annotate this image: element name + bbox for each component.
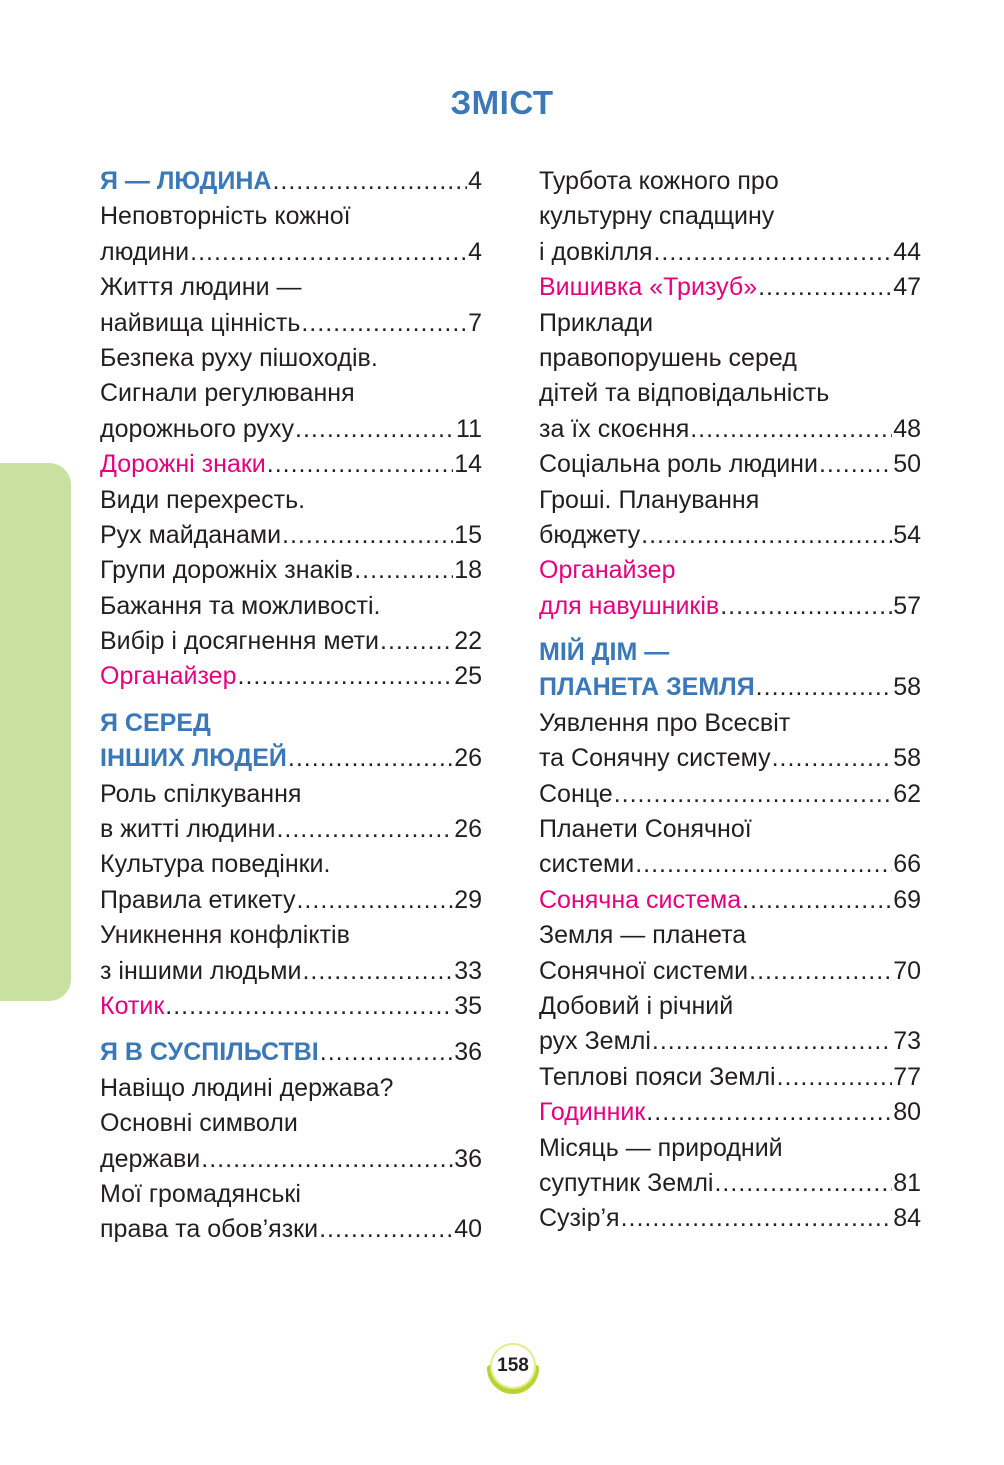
toc-page-number: 36 (454, 1144, 482, 1173)
toc-page-number: 4 (468, 167, 482, 195)
toc-entry-title: Вибір і досягнення мети (100, 627, 379, 656)
toc-page-number: 66 (893, 850, 921, 879)
toc-page-number: 22 (454, 627, 482, 656)
toc-entry-title: рух Землі (539, 1027, 651, 1056)
toc-dot-leader (621, 1201, 893, 1236)
toc-dot-leader (288, 741, 453, 776)
toc-entry-title: Уявлення про Всесвіт (539, 708, 791, 737)
toc-entry[interactable] (100, 918, 482, 953)
toc-page-number: 62 (893, 779, 921, 808)
toc-entry-title: держави (100, 1144, 201, 1173)
toc-entry-title: дорожнього руху (100, 414, 295, 443)
side-tab-decoration (0, 463, 71, 1001)
toc-entry[interactable] (539, 270, 921, 305)
toc-entry-title: права та обов’язки (100, 1215, 319, 1244)
toc-entry-title: Групи дорожніх знаків (100, 556, 354, 585)
toc-entry-title: Теплові пояси Землі (539, 1062, 776, 1091)
toc-page-number: 36 (454, 1038, 482, 1067)
toc-entry-title: Роль спілкування (100, 779, 302, 808)
toc-entry-title: Приклади (539, 308, 654, 337)
toc-entry-title: Органайзер (539, 556, 676, 585)
toc-entry-title: Вишивка «Тризуб» (539, 273, 758, 302)
toc-entry[interactable] (539, 1201, 921, 1236)
toc-page-number: 29 (454, 885, 482, 914)
toc-entry[interactable] (539, 199, 921, 234)
toc-entry-title: Органайзер (100, 662, 237, 691)
toc-entry[interactable] (100, 412, 482, 447)
toc-entry-title: МІЙ ДІМ — (539, 638, 670, 667)
toc-entry[interactable] (539, 741, 921, 776)
toc-entry-title: Годинник (539, 1098, 646, 1127)
toc-entry[interactable] (539, 483, 921, 518)
toc-entry-title: за їх скоєння (539, 414, 690, 443)
toc-entry[interactable] (100, 741, 482, 776)
page-number: 158 (497, 1355, 529, 1376)
toc-entry[interactable] (100, 235, 482, 270)
toc-entry-title: Дорожні знаки (100, 450, 266, 479)
toc-left-column (100, 164, 482, 1248)
toc-dot-leader (742, 883, 892, 918)
toc-entry-title: Основні символи (100, 1109, 298, 1138)
toc-entry-title: Неповторність кожної (100, 202, 351, 231)
toc-page-number: 47 (893, 273, 921, 302)
toc-entry[interactable] (100, 376, 482, 411)
toc-page-number: 57 (893, 591, 921, 620)
toc-page-number: 70 (893, 956, 921, 985)
toc-entry-title: супутник Землі (539, 1168, 714, 1197)
toc-entry-title: Котик (100, 991, 165, 1020)
toc-entry[interactable] (100, 1142, 482, 1177)
toc-entry[interactable] (539, 589, 921, 624)
toc-page-number: 58 (893, 673, 921, 702)
toc-entry-title: Місяць — природний (539, 1133, 783, 1162)
toc-entry[interactable] (539, 777, 921, 812)
toc-dot-leader (758, 270, 892, 305)
toc-entry-title: з іншими людьми (100, 956, 302, 985)
toc-entry[interactable] (539, 1095, 921, 1130)
toc-entry[interactable] (539, 954, 921, 989)
toc-dot-leader (272, 164, 467, 199)
toc-entry[interactable] (539, 1166, 921, 1201)
toc-dot-leader (201, 1142, 453, 1177)
toc-entry-title: і довкілля (539, 237, 653, 266)
toc-page-number: 54 (893, 520, 921, 549)
toc-entry[interactable] (539, 306, 921, 341)
toc-entry-title: Бажання та можливості. (100, 591, 381, 620)
toc-dot-leader (296, 883, 453, 918)
toc-dot-leader (301, 306, 467, 341)
toc-entry[interactable] (100, 447, 482, 482)
toc-dot-leader (772, 741, 893, 776)
toc-dot-leader (354, 553, 453, 588)
toc-entry[interactable] (100, 777, 482, 812)
toc-page-number: 40 (454, 1215, 482, 1244)
toc-entry-title: Життя людини — (100, 273, 302, 302)
toc-entry-title: та Сонячну систему (539, 744, 771, 773)
toc-entry-title: Гроші. Планування (539, 485, 760, 514)
toc-entry[interactable] (100, 341, 482, 376)
toc-entry[interactable] (539, 1131, 921, 1166)
toc-dot-leader (714, 1166, 892, 1201)
toc-entry[interactable] (100, 624, 482, 659)
toc-entry[interactable] (100, 989, 482, 1024)
toc-entry[interactable] (100, 1035, 482, 1070)
toc-entry-title: дітей та відповідальність (539, 379, 830, 408)
toc-dot-leader (652, 1024, 892, 1059)
toc-page-number: 33 (454, 956, 482, 985)
toc-entry-title: Рух майданами (100, 520, 282, 549)
toc-entry[interactable] (100, 306, 482, 341)
toc-entry[interactable] (539, 447, 921, 482)
toc-dot-leader (165, 989, 453, 1024)
toc-dot-leader (276, 812, 453, 847)
toc-entry-title: Турбота кожного про (539, 167, 779, 195)
toc-page-number: 73 (893, 1027, 921, 1056)
toc-entry-title: Правила етикету (100, 885, 296, 914)
toc-dot-leader (295, 412, 455, 447)
toc-entry-title: Безпека руху пішоходів. (100, 343, 378, 372)
toc-entry[interactable] (539, 376, 921, 411)
toc-entry-title: в житті людини (100, 815, 276, 844)
toc-page-number: 26 (454, 815, 482, 844)
toc-entry[interactable] (100, 812, 482, 847)
toc-entry-title: Сонячна система (539, 885, 742, 914)
toc-entry[interactable] (539, 812, 921, 847)
toc-page-number: 69 (893, 885, 921, 914)
toc-entry-title: Сонячної системи (539, 956, 749, 985)
toc-entry-title: людини (100, 237, 190, 266)
toc-dot-leader (777, 1060, 893, 1095)
toc-entry[interactable] (100, 270, 482, 305)
toc-page-number: 77 (893, 1062, 921, 1091)
toc-entry[interactable] (100, 164, 482, 199)
toc-entry[interactable] (100, 199, 482, 234)
toc-dot-leader (720, 589, 892, 624)
toc-page-number: 14 (454, 450, 482, 479)
toc-entry[interactable] (100, 1106, 482, 1141)
toc-entry-title: для навушників (539, 591, 720, 620)
toc-entry[interactable] (539, 553, 921, 588)
toc-entry[interactable] (100, 589, 482, 624)
toc-entry[interactable] (100, 1177, 482, 1212)
toc-dot-leader (646, 1095, 892, 1130)
toc-entry-title: Сонце (539, 779, 613, 808)
toc-entry-title: Добовий і річний (539, 991, 734, 1020)
toc-page-number: 15 (454, 520, 482, 549)
toc-entry[interactable] (100, 954, 482, 989)
toc-entry[interactable] (539, 635, 921, 670)
toc-page-number: 58 (893, 744, 921, 773)
toc-entry[interactable] (100, 1212, 482, 1247)
toc-entry-title: правопорушень серед (539, 343, 797, 372)
toc-entry[interactable] (100, 1071, 482, 1106)
toc-page-number: 44 (893, 237, 921, 266)
toc-entry[interactable] (100, 518, 482, 553)
toc-dot-leader (653, 235, 892, 270)
toc-page-number: 25 (454, 662, 482, 691)
toc-dot-leader (190, 235, 467, 270)
toc-entry[interactable] (100, 706, 482, 741)
toc-page-number: 7 (468, 308, 482, 337)
toc-entry-title: Я — ЛЮДИНА (100, 167, 272, 195)
toc-page-number: 48 (893, 414, 921, 443)
toc-entry-title: бюджету (539, 520, 641, 549)
toc-entry-title: Земля — планета (539, 921, 747, 950)
toc-dot-leader (320, 1035, 453, 1070)
toc-entry[interactable] (539, 847, 921, 882)
toc-dot-leader (380, 624, 453, 659)
toc-page-number: 81 (893, 1168, 921, 1197)
toc-entry-title: Мої громадянські (100, 1179, 301, 1208)
toc-entry[interactable] (100, 883, 482, 918)
toc-entry-title: Я СЕРЕД (100, 708, 211, 737)
toc-page-number: 18 (454, 556, 482, 585)
toc-entry-title: Культура поведінки. (100, 850, 331, 879)
toc-entry[interactable] (539, 1060, 921, 1095)
toc-page-number: 84 (893, 1204, 921, 1233)
toc-page-number: 80 (893, 1098, 921, 1127)
toc-entry-title: системи (539, 850, 635, 879)
toc-entry-title: Соціальна роль людини (539, 450, 818, 479)
toc-page-number: 11 (456, 414, 482, 443)
toc-entry[interactable] (100, 659, 482, 694)
toc-entry-title: Я В СУСПІЛЬСТВІ (100, 1038, 319, 1067)
toc-entry-title: Сузір’я (539, 1204, 620, 1233)
toc-dot-leader (749, 954, 892, 989)
toc-entry-title: ПЛАНЕТА ЗЕМЛЯ (539, 673, 755, 702)
toc-dot-leader (302, 954, 453, 989)
toc-dot-leader (635, 847, 892, 882)
toc-dot-leader (690, 412, 892, 447)
toc-entry-title: Планети Сонячної (539, 815, 752, 844)
toc-right-column (539, 164, 921, 1237)
toc-entry[interactable] (539, 670, 921, 705)
toc-entry[interactable] (539, 518, 921, 553)
page-title: ЗМІСТ (450, 84, 554, 121)
toc-entry[interactable] (539, 918, 921, 953)
toc-dot-leader (319, 1212, 453, 1247)
toc-entry-title: Уникнення конфліктів (100, 921, 350, 950)
toc-dot-leader (238, 659, 454, 694)
toc-entry[interactable] (539, 341, 921, 376)
toc-entry[interactable] (100, 483, 482, 518)
toc-entry-title: Навіщо людині держава? (100, 1073, 394, 1102)
toc-entry[interactable] (100, 847, 482, 882)
toc-entry[interactable] (539, 883, 921, 918)
toc-entry-title: культурну спадщину (539, 202, 775, 231)
toc-entry-title: Сигнали регулювання (100, 379, 355, 408)
toc-entry[interactable] (539, 412, 921, 447)
toc-entry[interactable] (539, 235, 921, 270)
page-number-badge (484, 1338, 542, 1396)
toc-entry-title: ІНШИХ ЛЮДЕЙ (100, 744, 287, 773)
toc-entry[interactable] (539, 706, 921, 741)
toc-entry-title: найвища цінність (100, 308, 301, 337)
toc-entry[interactable] (100, 553, 482, 588)
toc-entry-title: Види перехресть. (100, 485, 306, 514)
toc-dot-leader (819, 447, 892, 482)
toc-dot-leader (267, 447, 453, 482)
toc-dot-leader (282, 518, 453, 553)
toc-dot-leader (756, 670, 893, 705)
toc-entry[interactable] (539, 989, 921, 1024)
toc-page-number: 26 (454, 744, 482, 773)
toc-dot-leader (614, 777, 892, 812)
toc-entry[interactable] (539, 164, 921, 199)
toc-entry[interactable] (539, 1024, 921, 1059)
toc-page-number: 4 (468, 237, 482, 266)
toc-page-number: 35 (454, 991, 482, 1020)
toc-page-number: 50 (893, 450, 921, 479)
toc-dot-leader (641, 518, 892, 553)
